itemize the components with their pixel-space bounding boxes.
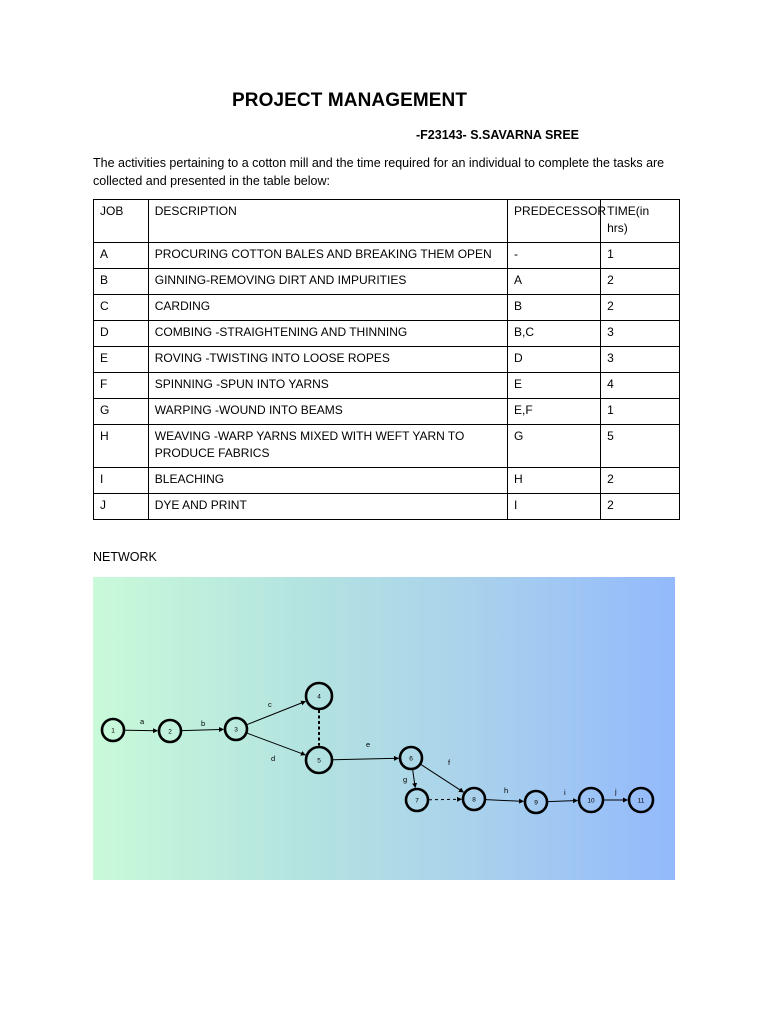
node-label-8: 8 bbox=[472, 796, 476, 804]
cell-description: ROVING -TWISTING INTO LOOSE ROPES bbox=[148, 347, 507, 373]
cell-predecessor: A bbox=[508, 269, 601, 295]
cell-predecessor: D bbox=[508, 347, 601, 373]
edge-6-8 bbox=[421, 765, 463, 793]
node-label-6: 6 bbox=[409, 755, 413, 763]
node-label-2: 2 bbox=[168, 728, 172, 736]
edge-label-e: e bbox=[366, 740, 371, 749]
network-svg bbox=[93, 577, 675, 880]
cell-description: WARPING -WOUND INTO BEAMS bbox=[148, 399, 507, 425]
cell-predecessor: I bbox=[508, 494, 601, 520]
node-label-9: 9 bbox=[534, 799, 538, 807]
cell-description: GINNING-REMOVING DIRT AND IMPURITIES bbox=[148, 269, 507, 295]
cell-job: C bbox=[94, 295, 149, 321]
node-label-4: 4 bbox=[317, 693, 321, 701]
edge-label-b: b bbox=[201, 719, 206, 728]
cell-job: J bbox=[94, 494, 149, 520]
edge-label-i: i bbox=[564, 788, 566, 797]
table-row bbox=[94, 295, 680, 321]
node-label-3: 3 bbox=[234, 726, 238, 734]
edge-label-c: c bbox=[268, 700, 272, 709]
cell-time: 2 bbox=[601, 494, 680, 520]
table-row bbox=[94, 321, 680, 347]
cell-job: E bbox=[94, 347, 149, 373]
cell-predecessor: H bbox=[508, 468, 601, 494]
cell-job: F bbox=[94, 373, 149, 399]
cell-time: 2 bbox=[601, 269, 680, 295]
node-label-5: 5 bbox=[317, 757, 321, 765]
cell-time: 5 bbox=[601, 425, 680, 468]
cell-predecessor: B,C bbox=[508, 321, 601, 347]
cell-time: 3 bbox=[601, 321, 680, 347]
cell-job: D bbox=[94, 321, 149, 347]
edge-2-3 bbox=[182, 729, 224, 730]
table-row bbox=[94, 269, 680, 295]
author-line: -F23143- S.SAVARNA SREE bbox=[416, 128, 580, 142]
cell-time: 2 bbox=[601, 468, 680, 494]
cell-description: CARDING bbox=[148, 295, 507, 321]
cell-description: DYE AND PRINT bbox=[148, 494, 507, 520]
cell-predecessor: B bbox=[508, 295, 601, 321]
cell-time: 1 bbox=[601, 243, 680, 269]
node-label-11: 11 bbox=[637, 797, 645, 805]
cell-job: G bbox=[94, 399, 149, 425]
cell-job: H bbox=[94, 425, 149, 468]
document-title: PROJECT MANAGEMENT bbox=[232, 90, 468, 111]
cell-predecessor: E,F bbox=[508, 399, 601, 425]
table-header-row bbox=[94, 200, 680, 243]
table-row bbox=[94, 243, 680, 269]
edge-label-f: f bbox=[448, 758, 451, 767]
edge-9-10 bbox=[548, 800, 578, 801]
cell-job: A bbox=[94, 243, 149, 269]
edge-1-2 bbox=[125, 730, 158, 731]
cell-description: WEAVING -WARP YARNS MIXED WITH WEFT YARN TO PRODUCE FABRICS bbox=[148, 425, 507, 468]
table-row bbox=[94, 347, 680, 373]
edge-label-h: h bbox=[504, 786, 509, 795]
node-label-7: 7 bbox=[415, 797, 419, 805]
edge-3-5 bbox=[247, 733, 305, 755]
edge-6-7 bbox=[413, 770, 416, 788]
cell-time: 4 bbox=[601, 373, 680, 399]
node-label-1: 1 bbox=[111, 727, 115, 735]
cell-job: B bbox=[94, 269, 149, 295]
edge-label-a: a bbox=[140, 717, 145, 726]
dummy-edge-7-8 bbox=[429, 799, 462, 800]
table-row bbox=[94, 494, 680, 520]
node-label-10: 10 bbox=[587, 797, 595, 805]
network-label: NETWORK bbox=[93, 550, 157, 564]
table-row bbox=[94, 468, 680, 494]
cell-description: BLEACHING bbox=[148, 468, 507, 494]
header-time: TIME(in hrs) bbox=[601, 200, 680, 243]
edge-label-d: d bbox=[271, 754, 276, 763]
cell-description: COMBING -STRAIGHTENING AND THINNING bbox=[148, 321, 507, 347]
table-row bbox=[94, 425, 680, 468]
cell-description: SPINNING -SPUN INTO YARNS bbox=[148, 373, 507, 399]
cell-description: PROCURING COTTON BALES AND BREAKING THEM OPEN bbox=[148, 243, 507, 269]
cell-job: I bbox=[94, 468, 149, 494]
activity-table bbox=[93, 199, 680, 520]
cell-time: 1 bbox=[601, 399, 680, 425]
table-row bbox=[94, 373, 680, 399]
edge-3-4 bbox=[247, 701, 305, 724]
cell-time: 3 bbox=[601, 347, 680, 373]
header-job: JOB bbox=[94, 200, 149, 243]
edge-5-6 bbox=[333, 758, 399, 759]
cell-time: 2 bbox=[601, 295, 680, 321]
edge-label-j: j bbox=[615, 787, 617, 796]
edge-label-g: g bbox=[403, 775, 408, 784]
cell-predecessor: E bbox=[508, 373, 601, 399]
cell-predecessor: - bbox=[508, 243, 601, 269]
table-row bbox=[94, 399, 680, 425]
header-predecessor: PREDECESSOR bbox=[508, 200, 601, 243]
edge-8-9 bbox=[486, 800, 524, 802]
intro-paragraph: The activities pertaining to a cotton mill and the time required for an individual to complete the tasks are collected and presented in the table below: bbox=[93, 156, 665, 188]
cell-predecessor: G bbox=[508, 425, 601, 468]
network-diagram bbox=[93, 577, 675, 880]
header-description: DESCRIPTION bbox=[148, 200, 507, 243]
